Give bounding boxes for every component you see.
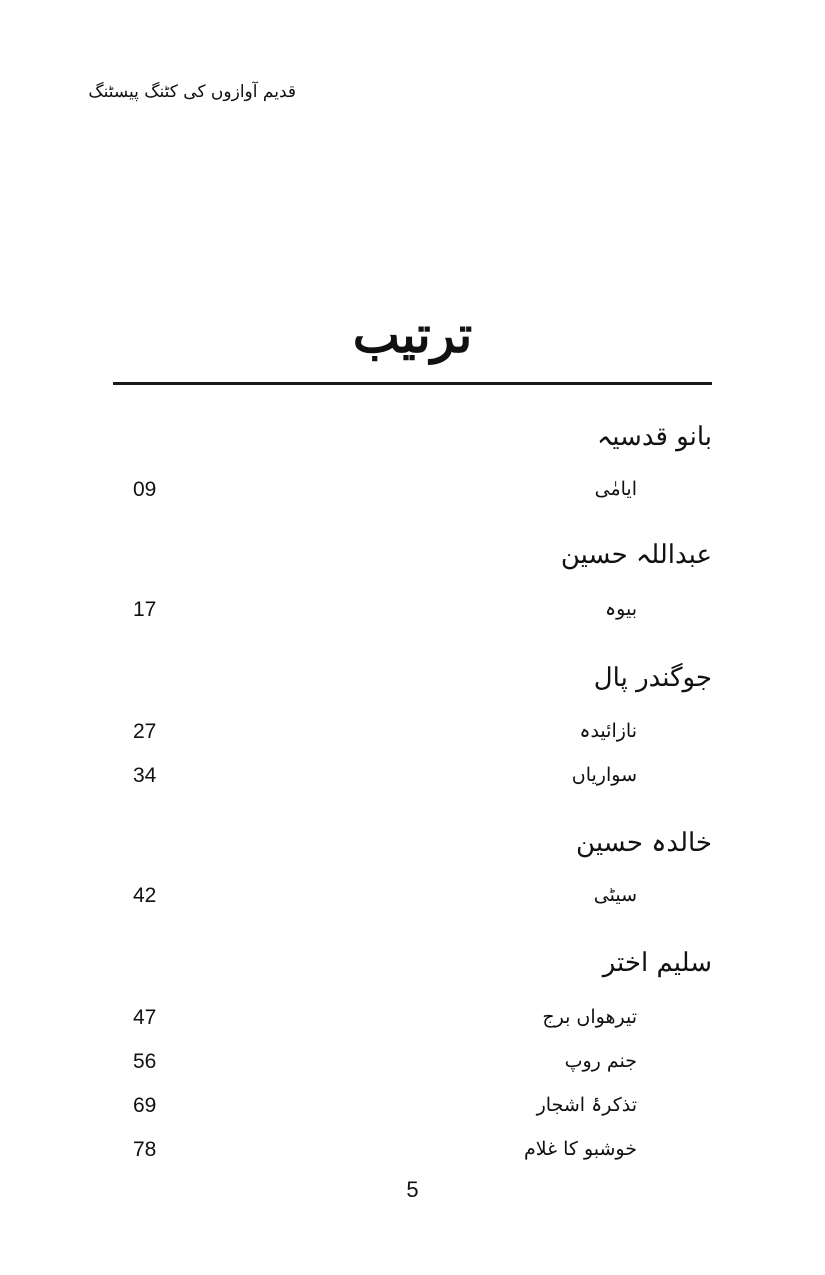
toc-page-number: 17 (133, 598, 157, 621)
toc-story-title: بیوہ (605, 598, 637, 620)
toc-page-number: 56 (133, 1050, 157, 1073)
toc-author: بانو قدسیہ (596, 422, 712, 452)
toc-page-number: 47 (133, 1006, 157, 1029)
toc-story-title: ایامٰی (594, 478, 637, 500)
toc-page-number: 27 (133, 720, 157, 743)
toc-author: خالدہ حسین (576, 828, 712, 858)
page-title: ترتیب (352, 305, 473, 364)
folio-page-number: 5 (406, 1177, 419, 1202)
toc-author: سلیم اختر (602, 948, 712, 978)
title-rule (113, 382, 712, 385)
toc-page-number: 09 (133, 478, 157, 501)
toc-story-title: تذکرۂ اشجار (536, 1094, 637, 1116)
toc-story-title: تیرھواں برج (542, 1006, 637, 1028)
toc-story-title: خوشبو کا غلام (524, 1138, 637, 1160)
toc-page-number: 69 (133, 1094, 157, 1117)
toc-story-title: سیٹی (593, 884, 637, 906)
toc-page-number: 34 (133, 764, 157, 787)
toc-author: جوگندر پال (593, 663, 712, 693)
running-head: قدیم آوازوں کی کٹنگ پیسٹنگ (88, 82, 296, 102)
toc-page-number: 42 (133, 884, 157, 907)
toc-story-title: سواریاں (571, 764, 637, 786)
toc-author: عبداللہ حسین (560, 540, 712, 570)
toc-story-title: نازائیدہ (579, 720, 637, 742)
toc-story-title: جنم روپ (564, 1050, 637, 1072)
toc-page-number: 78 (133, 1138, 157, 1161)
